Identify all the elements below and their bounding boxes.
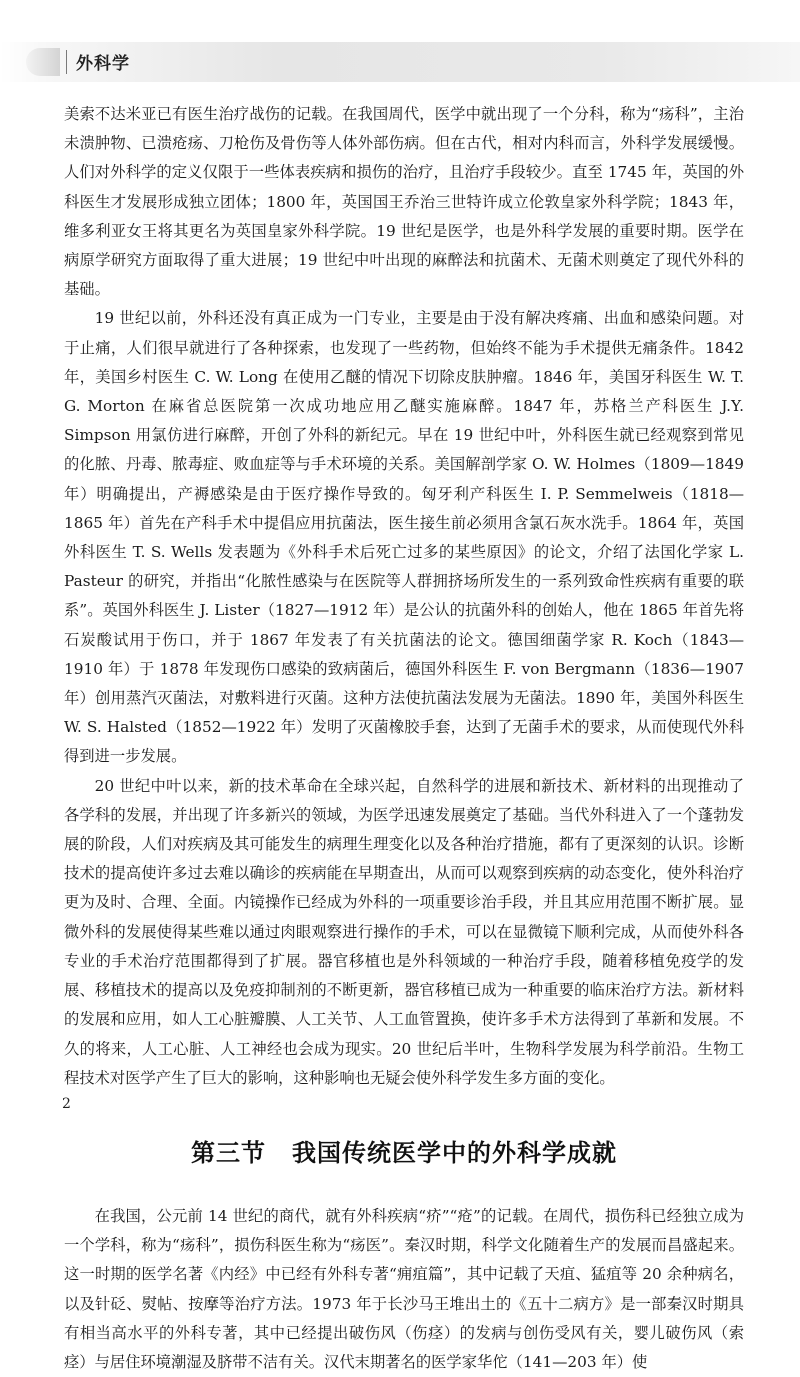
section-number: 第三节 xyxy=(191,1138,266,1167)
page-body xyxy=(64,100,744,1377)
paragraph-traditional-medicine: 在我国，公元前 14 世纪的商代，就有外科疾病“疥”“疮”的记载。在周代，损伤科已经独立成为一个学科，称为“疡科”，损伤科医生称为“疡医”。秦汉时期，科学文化随着生产的发展而昌盛起来。这一时期的医学名著《内经》中已经有外科专著“痈疽篇”，其中记载了天疽、猛疽等 20 余种病名，以及针砭、熨帖、按摩等治疗方法。1973 年于长沙马王堆出土的《五十二病方》是一部秦汉时期具有相当高水平的外科专著，其中已经提出破伤风（伤痉）的发病与创伤受风有关，婴儿破伤风（索痉）与居住环境潮湿及脐带不洁有关。汉代末期著名的医学家华佗（141—203 年）使 xyxy=(64,1206,744,1371)
paragraph-19th-century: 19 世纪以前，外科还没有真正成为一门专业，主要是由于没有解决疼痛、出血和感染问题。对于止痛，人们很早就进行了各种探索，也发现了一些药物，但始终不能为手术提供无痛条件。1842 年，美国乡村医生 C. W. Long 在使用乙醚的情况下切除皮肤肿瘤。1846 年，美国牙科医生 W. T. G. Morton 在麻省总医院第一次成功地应用乙醚实施麻醉。1847 年，苏格兰产科医生 J.Y. Simpson 用氯仿进行麻醉，开创了外科的新纪元。早在 19 世纪中叶，外科医生就已经观察到常见的化脓、丹毒、脓毒症、败血症等与手术环境的关系。美国解剖学家 O. W. Holmes（1809—1849 年）明确提出，产褥感染是由于医疗操作导致的。匈牙利产科医生 I. P. Semmelweis（1818—1865 年）首先在产科手术中提倡应用抗菌法，医生接生前必须用含氯石灰水洗手。1864 年，英国外科医生 T. S. Wells 发表题为《外科手术后死亡过多的某些原因》的论文，介绍了法国化学家 L. Pasteur 的研究，并指出“化脓性感染与在医院等人群拥挤场所发生的一系列致命性疾病有重要的联系”。英国外科医生 J. Lister（1827—1912 年）是公认的抗菌外科的创始人，他在 1865 年首先将石炭酸试用于伤口，并于 1867 年发表了有关抗菌法的论文。德国细菌学家 R. Koch（1843—1910 年）于 1878 年发现伤口感染的致病菌后，德国外科医生 F. von Bergmann（1836—1907 年）创用蒸汽灭菌法，对敷料进行灭菌。这种方法使抗菌法发展为无菌法。1890 年，美国外科医生 W. S. Halsted（1852—1922 年）发明了灭菌橡胶手套，达到了无菌手术的要求，从而使现代外科得到进一步发展。 xyxy=(64,309,744,766)
paragraph-20th-century: 20 世纪中叶以来，新的技术革命在全球兴起，自然科学的进展和新技术、新材料的出现推动了各学科的发展，并出现了许多新兴的领域，为医学迅速发展奠定了基础。当代外科进入了一个蓬勃发展的阶段，人们对疾病及其可能发生的病理生理变化以及各种治疗措施，都有了更深刻的认识。诊断技术的提高使许多过去难以确诊的疾病能在早期查出，从而可以观察到疾病的动态变化，使外科治疗更为及时、合理、全面。内镜操作已经成为外科的一项重要诊治手段，并且其应用范围不断扩展。显微外科的发展使得某些难以通过肉眼观察进行操作的手术，可以在显微镜下顺利完成，从而使外科各专业的手术治疗范围都得到了扩展。器官移植也是外科领域的一种治疗手段，随着移植免疫学的发展、移植技术的提高以及免疫抑制剂的不断更新，器官移植已成为一种重要的临床治疗方法。新材料的发展和应用，如人工心脏瓣膜、人工关节、人工血管置换，使许多手术方法得到了革新和发展。不久的将来，人工心脏、人工神经也会成为现实。20 世纪后半叶，生物科学发展为科学前沿。生物工程技术对医学产生了巨大的影响，这种影响也无疑会使外科学发生多方面的变化。 xyxy=(64,776,744,1087)
running-header xyxy=(0,42,800,82)
paragraph-history-continued: 美索不达米亚已有医生治疗战伤的记载。在我国周代，医学中就出现了一个分科，称为“疡科”，主治未溃肿物、已溃疮疡、刀枪伤及骨伤等人体外部伤病。但在古代，相对内科而言，外科学发展缓慢。人们对外科学的定义仅限于一些体表疾病和损伤的治疗，且治疗手段较少。直至 1745 年，英国的外科医生才发展形成独立团体；1800 年，英国国王乔治三世特许成立伦敦皇家外科学院；1843 年，维多利亚女王将其更名为英国皇家外科学院。19 世纪是医学，也是外科学发展的重要时期。医学在病原学研究方面取得了重大进展；19 世纪中叶出现的麻醉法和抗菌术、无菌术则奠定了现代外科的基础。 xyxy=(64,105,744,299)
section-heading xyxy=(64,1133,744,1168)
header-book-title: 外科学 xyxy=(76,54,130,74)
header-divider xyxy=(66,50,67,74)
header-tab-decoration xyxy=(26,48,60,76)
page-number: 2 xyxy=(62,1096,71,1112)
section-title-text: 我国传统医学中的外科学成就 xyxy=(292,1138,617,1167)
